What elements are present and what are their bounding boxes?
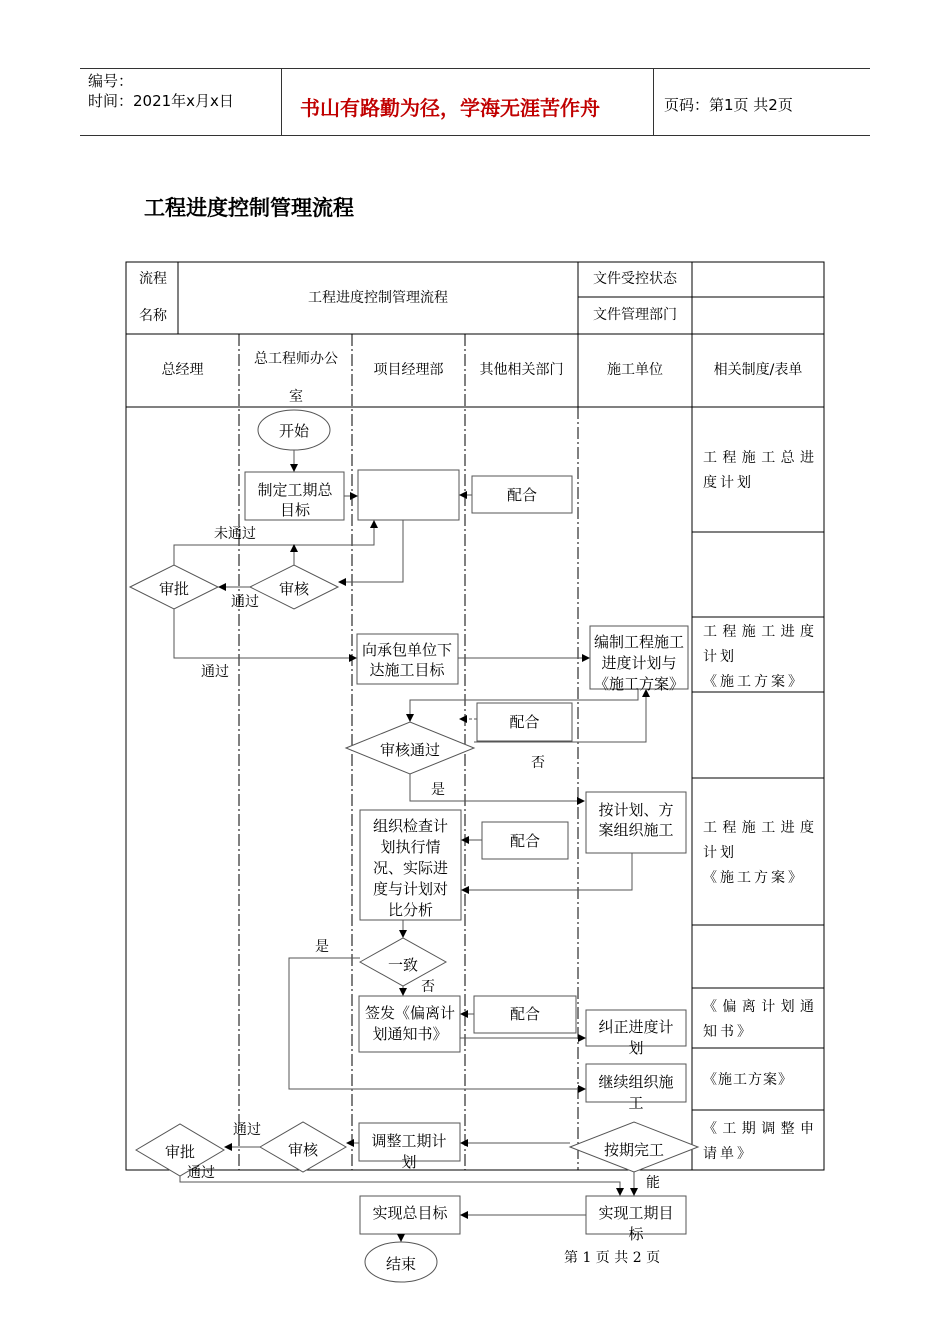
col-header-contractor: 施工单位: [607, 362, 663, 378]
approve-label-2: 审批: [164, 1143, 195, 1161]
achieve-period-label: 实现工期目标: [598, 1204, 674, 1243]
connector: [339, 520, 403, 582]
achieve-total-label: 实现总目标: [372, 1204, 448, 1222]
side-note-8: 《施工方案》: [703, 1072, 793, 1088]
page-title: 工程进度控制管理流程: [144, 196, 354, 220]
page-label: 页码：第1页 共2页: [664, 96, 793, 114]
cooperate-label-4: 配合: [509, 1005, 540, 1023]
side-note-7: 《偏离计划通知书》: [703, 999, 817, 1040]
yes-label-1: 是: [431, 782, 445, 798]
continue-label: 继续组织施工: [598, 1073, 674, 1112]
cooperate-label-2: 配合: [509, 713, 540, 731]
side-note-1: 工程施工总进度计划: [703, 450, 817, 491]
review-label-2: 审核: [287, 1141, 318, 1159]
compile-plan-label: 编制工程施工进度计划与《施工方案》: [594, 633, 685, 693]
review-label-1: 审核: [278, 580, 309, 598]
connector: [174, 609, 356, 658]
doc-dept-label: 文件管理部门: [593, 307, 677, 323]
pass-label-2: 通过: [201, 664, 229, 680]
consistent-label: 一致: [387, 956, 418, 974]
start-label: 开始: [278, 422, 309, 440]
correct-label: 纠正进度计划: [598, 1018, 674, 1057]
side-note-9: 《工期调整申请单》: [703, 1121, 817, 1162]
no-label-1: 否: [531, 755, 545, 771]
issue-notice-label: 签发《偏离计划通知书》: [364, 1004, 455, 1043]
pass-label-1: 通过: [231, 594, 259, 610]
pass-label-4: 通过: [187, 1165, 215, 1181]
motto: 书山有路勤为径，学海无涯苦作舟: [300, 96, 600, 120]
flow-name: 工程进度控制管理流程: [308, 290, 448, 306]
approve-label-1: 审批: [158, 580, 189, 598]
can-label: 能: [646, 1175, 660, 1191]
end-label: 结束: [385, 1255, 416, 1273]
yes-label-2: 是: [315, 939, 329, 955]
number-label: 编号：: [88, 72, 134, 90]
construct-label: 按计划、方案组织施工: [598, 801, 674, 839]
review-pass-label: 审核通过: [379, 741, 440, 759]
pass-label-3: 通过: [233, 1122, 261, 1138]
side-note-3: 工程施工进度计划 《施工方案》: [703, 624, 817, 690]
col-header-chief-engineer: 总工程师办公室: [254, 351, 338, 405]
flow-label-2: 名称: [139, 308, 167, 324]
col-header-project-dept: 项目经理部: [373, 362, 444, 378]
side-note-5: 工程施工进度计划 《施工方案》: [703, 820, 817, 886]
col-header-gm: 总经理: [161, 362, 204, 378]
issue-target-label: 向承包单位下达施工目标: [362, 641, 453, 679]
target-box-blank: [358, 470, 459, 520]
flow-label-1: 流程: [139, 271, 167, 287]
footer-page: 第 1 页 共 2 页: [564, 1250, 661, 1266]
adjust-label: 调整工期计划: [371, 1132, 447, 1171]
doc-status-label: 文件受控状态: [593, 271, 677, 287]
no-label-2: 否: [421, 979, 435, 995]
on-time-label: 按期完工: [603, 1141, 664, 1159]
cooperate-label-1: 配合: [506, 486, 537, 504]
col-header-forms: 相关制度/表单: [713, 362, 803, 378]
inspect-label: 组织检查计划执行情况、实际进度与计划对比分析: [372, 817, 448, 919]
col-header-other-dept: 其他相关部门: [479, 362, 564, 378]
time-label: 时间：2021年x月x日: [88, 92, 234, 110]
connector: [180, 1176, 620, 1195]
not-pass-label: 未通过: [214, 526, 256, 542]
cooperate-label-3: 配合: [509, 832, 540, 850]
make-target-label: 制定工期总目标: [257, 481, 333, 519]
